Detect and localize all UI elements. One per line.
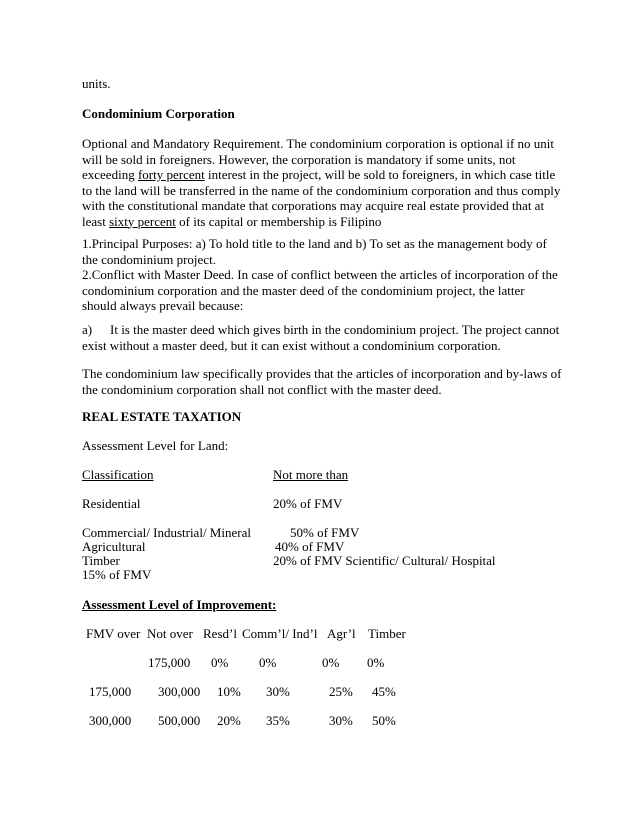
improvement-cell: 500,000 (158, 713, 201, 728)
improvement-cell: 45% (372, 684, 396, 699)
improvement-cell: 0% (211, 655, 229, 670)
land-agricultural-value: 40% of FMV (275, 539, 345, 554)
improvement-cell: 20% (217, 713, 241, 728)
continued-text: units. (82, 76, 111, 91)
land-agricultural-label: Agricultural (82, 539, 146, 554)
improvement-cell: 50% (372, 713, 396, 728)
paragraph-master-deed-reason: a) It is the master deed which gives birth in the condominium project. The project cannot exist without a master deed, but it can exist without a condominium corporation. (82, 322, 560, 353)
improvement-cell: 0% (367, 655, 385, 670)
improvement-cell: 30% (329, 713, 353, 728)
heading-condominium-corporation: Condominium Corporation (82, 106, 235, 121)
paragraph-condominium-law: The condominium law specifically provides that the articles of incorporation and by-laws of the condominium corporation shall not conflict with the master deed. (82, 366, 562, 397)
improvement-header-agricultural: Agr’l (327, 626, 356, 641)
land-residential-value: 20% of FMV (273, 496, 343, 511)
land-last-value: 15% of FMV (82, 567, 152, 582)
list-marker: a) (82, 322, 93, 337)
underlined-forty-percent: forty percent (137, 167, 205, 182)
improvement-header-commercial: Comm’l/ Ind’l (242, 626, 318, 641)
improvement-cell: 35% (266, 713, 290, 728)
improvement-cell: 175,000 (89, 684, 132, 699)
improvement-header-timber: Timber (368, 626, 406, 641)
paragraph-principal-purposes: 1.Principal Purposes: a) To hold title to the land and b) To set as the management body of the condominium project. (82, 236, 547, 267)
land-commercial-value: 50% of FMV (290, 525, 360, 540)
improvement-cell: 0% (322, 655, 340, 670)
assessment-land-label: Assessment Level for Land: (82, 438, 229, 453)
land-commercial-label: Commercial/ Industrial/ Mineral (82, 525, 251, 540)
heading-real-estate-taxation: REAL ESTATE TAXATION (82, 409, 242, 424)
land-residential-label: Residential (82, 496, 141, 511)
improvement-cell: 10% (217, 684, 241, 699)
underlined-sixty-percent: sixty percent (109, 213, 176, 229)
paragraph-conflict-master-deed: 2.Conflict with Master Deed. In case of conflict between the articles of incorporation of the condominium corporation and the master deed of the condominium project, the latter should always prevail because: (82, 267, 558, 313)
improvement-cell: 25% (329, 684, 353, 699)
paragraph-optional-mandatory: Optional and Mandatory Requirement. The condominium corporation is optional if no unit will be sold in foreigners. However, the corporation is mandatory if some units, not exceeding forty percent interest in the project, will be sold to foreigners, in which case title to the land will be transferred in the name of the condominium corporation and thus comply with the constitutional mandate that corporations may acquire real estate provided that at least sixty percent of its capital or membership is Filipino (82, 136, 561, 229)
improvement-cell: 0% (259, 655, 277, 670)
improvement-cell: 175,000 (148, 655, 191, 670)
land-timber-label: Timber (82, 553, 120, 568)
land-col-classification: Classification (82, 467, 154, 482)
improvement-header-residential: Resd’l (203, 626, 237, 641)
improvement-header-not-over: Not over (147, 626, 193, 641)
land-col-not-more-than: Not more than (273, 467, 349, 482)
land-timber-value: 20% of FMV Scientific/ Cultural/ Hospital (273, 553, 496, 568)
improvement-header-fmv-over: FMV over (86, 626, 141, 641)
improvement-cell: 30% (266, 684, 290, 699)
improvement-cell: 300,000 (158, 684, 201, 699)
heading-assessment-improvement: Assessment Level of Improvement: (82, 597, 277, 612)
improvement-cell: 300,000 (89, 713, 132, 728)
